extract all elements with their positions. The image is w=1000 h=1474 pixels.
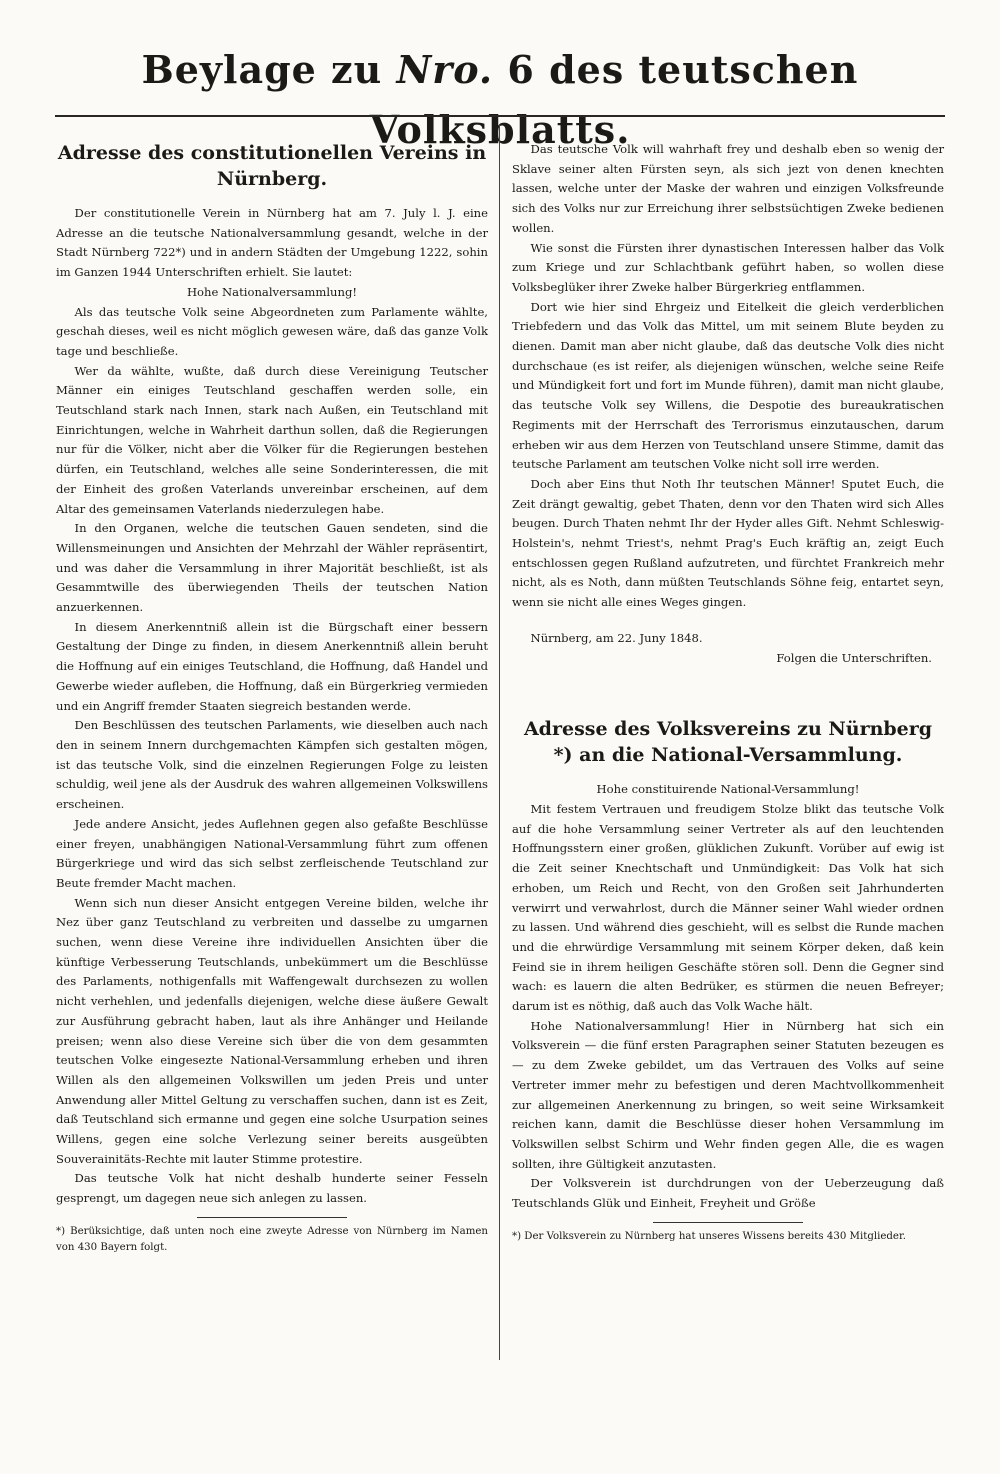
paragraph: Wer da wählte, wußte, daß durch diese Vereinigung Teutscher Männer ein einiges Teutschland geschaffen werden solle, ein Teutschland stark nach Innen, stark nach Außen, ein Teutschland mit Einrichtungen, welche in Wahrheit darthun sollen, daß die Regierungen nur für die Völker, nicht aber die Völker für die Regierungen bestehen dürfen, ein Teutschland, welches alle seine Sonderinteressen, die mit der Einheit des großen Vaterlands unvereinbar erscheinen, auf dem Altar des gemeinsamen Vaterlands niederzulegen habe. [56,363,488,516]
paragraph: Doch aber Eins thut Noth Ihr teutschen Männer! Sputet Euch, die Zeit drängt gewaltig, gebet Thaten, denn vor den Thaten wird sich Alles beugen. Durch Thaten nehmt Ihr der Hyder alles Gift. Nehmt Schleswig-Holstein's, nehmt Triest's, nehmt Prag's Euch kräftig an, zeigt Euch entschlossen gegen Rußland aufzutreten, und fürchtet Frankreich mehr nicht, als es Noth, dann müßten Teutschlands Söhne feig, entartet seyn, wenn sie nicht alle eines Weges gingen. [512,476,944,610]
salutation: Hohe Nationalversammlung! [186,284,358,299]
column-divider [499,125,500,1360]
paragraph: Dort wie hier sind Ehrgeiz und Eitelkeit die gleich verderblichen Triebfedern und das Volk das Mittel, um mit seinem Blute beyden zu dienen. Damit man aber nicht glaube, daß das deutsche Volk dies nicht durchschaue (es ist reifer, als diejenigen wünschen, welche seine Reife und Mündigkeit fort und fort im Munde führen), damit man nicht glaube, das teutsche Volk sey Willens, die Despotie des bureaukratischen Regiments mit der Herrschaft des Terrorismus einzutauschen, darum erheben wir aus dem Herzen von Teutschland unsere Stimme, damit das teutsche Parlament am teutschen Volke nicht soll irre werden. [512,299,944,472]
footnote: *) Berüksichtige, daß unten noch eine zweyte Adresse von Nürnberg im Namen von 430 Bayern folgt. [56,1225,488,1253]
paragraph: Das teutsche Volk hat nicht deshalb hunderte seiner Fesseln gesprengt, um dagegen neue sich anlegen zu lassen. [56,1171,488,1206]
paragraph: Als das teutsche Volk seine Abgeordneten zum Parlamente wählte, geschah dieses, weil es nicht möglich gewesen wäre, daß das ganze Volk tage und beschließe. [56,304,488,358]
masthead-post: des teutschen Volksblatts. [369,47,859,152]
footnote-2: *) Der Volksverein zu Nürnberg hat unseres Wissens bereits 430 Mitglieder. [512,1230,906,1242]
paragraph: In den Organen, welche die teutschen Gauen sendeten, sind die Willensmeinungen und Ansichten der Mehrzahl der Wähler repräsentirt, und was daher die Versammlung in ihrer Majorität beschließt, ist als Gesammtwille des überwiegenden Theils der teutschen Nation anzuerkennen. [56,521,488,615]
signatures-note: Folgen die Unterschriften. [776,650,932,665]
paragraph: Wie sonst die Fürsten ihrer dynastischen Interessen halber das Volk zum Kriege und zur Schlachtbank geführt haben, so wollen diese Volksbeglüker ihrer Zweke halber Bürgerkrieg entflammen. [512,240,944,294]
paragraph: Hohe Nationalversammlung! Hier in Nürnberg hat sich ein Volksverein — die fünf ersten Paragraphen seiner Statuten bezeugen es — zu dem Zweke gebildet, um das Vertrauen des Volks auf seine Vertreter immer mehr zu befestigen und deren Machtvollkommenheit zur allgemeinen Anerkennung zu bringen, so weit seine Wirksamkeit reichen kann, damit die Beschlüsse dieser hohen Versammlung im Volkswillen selbst Schirm und Wehr finden gegen Alle, die es wagen sollten, ihre Gültigkeit anzutasten. [512,1018,944,1171]
paragraph: Das teutsche Volk will wahrhaft frey und deshalb eben so wenig der Sklave seiner alten Fürsten seyn, als sich jezt von denen knechten lassen, welche unter der Maske der wahren und einzigen Volksfreunde sich des Volks nur zur Erreichung ihrer selbstsüchtigen Zweke bedienen wollen. [512,142,944,235]
paragraph: Den Beschlüssen des teutschen Parlaments, wie dieselben auch nach den in seinem Innern durchgemachten Kämpfen sich gestalten mögen, ist das teutsche Volk, sind die einzelnen Regierungen Folge zu leisten schuldig, weil jene als der Ausdruk des wahren allgemeinen Volkswillens erscheinen. [56,718,488,812]
masthead-nro: Nro. [396,47,494,92]
right-column [512,140,944,1245]
paragraph: Wenn sich nun dieser Ansicht entgegen Vereine bilden, welche ihr Nez über ganz Teutschland zu verbreiten und dasselbe zu umgarnen suchen, wenn diese Vereine ihre individuellen Ansichten über die künftige Verbesserung Teutschlands, unbekümmert um die Beschlüsse des Parlaments, nothigenfalls mit Waffengewalt durchsezen zu wollen nicht verhehlen, und jedenfalls diejenigen, welche diese äußere Gewalt zur Ausführung gebracht haben, laut als ihre Anhänger und Heilande preisen; wenn also diese Vereine sich über die von dem gesammten teutschen Volke eingesezte National-Versammlung erheben und ihren Willen als den allgemeinen Volkswillen um jeden Preis und unter Anwendung aller Mittel Geltung zu verschaffen suchen, dann ist es Zeit, daß Teutschland sich ermanne und gegen eine solche Usurpation seines Willens, gegen eine solche Verlezung seiner bereits ausgeübten Souverainitäts-Rechte mit lauter Stimme protestire. [56,895,488,1166]
paragraph: In diesem Anerkenntniß allein ist die Bürgschaft einer bessern Gestaltung der Dinge zu finden, in diesem Anerkenntniß allein beruht die Hoffnung auf ein einiges Teutschland, die Hoffnung, daß Handel und Gewerbe wieder aufleben, die Hoffnung, daß ein Bürgerkrieg vermieden und ein Angriff fremder Staaten siegreich bestanden werde. [56,619,488,713]
dateline: Nürnberg, am 22. Juny 1848. [530,630,703,645]
intro-paragraph: Der constitutionelle Verein in Nürnberg hat am 7. July l. J. eine Adresse an die teutsche Nationalversammlung gesandt, welche in der Stadt Nürnberg 722*) und in andern Städten der Umgebung 1222, sohin im Ganzen 1944 Unterschriften erhielt. Sie lautet: [56,206,488,280]
left-column [56,140,488,1256]
paragraph: Der Volksverein ist durchdrungen von der Ueberzeugung daß Teutschlands Glük und Einheit, Freyheit und Größe [512,1176,944,1211]
issue-number: 6 [507,47,535,92]
article-title-2: Adresse des Volksvereins zu Nürnberg *) an die National-Versammlung. [523,718,933,767]
footnote-rule [197,1217,347,1218]
paragraph: Mit festem Vertrauen und freudigem Stolze blikt das teutsche Volk auf die hohe Versammlung seiner Vertreter als auf den leuchtenden Hoffnungsstern einer großen, glüklichen Zukunft. Vorüber auf ewig ist die Zeit seiner Knechtschaft und Unmündigkeit: Das Volk hat sich erhoben, um Reich und Recht, von den Großen seit Jahrhunderten verwirrt und verwahrlost, durch die Männer seiner Wahl wieder ordnen zu lassen. Und während dies geschieht, will es selbst die Runde machen und die ehrwürdige Versammlung mit seinem Körper deken, daß kein Feind sie in ihrem heiligen Geschäfte stören soll. Denn die Gegner sind wach: es lauern die alten Bedrüker, es stürmen die neuen Befreyer; darum ist es nöthig, daß auch das Volk Wache hält. [512,801,944,1014]
footnote-rule [653,1222,803,1223]
paragraph: Jede andere Ansicht, jedes Auflehnen gegen also gefaßte Beschlüsse einer freyen, unabhängigen National-Versammlung führt zum offenen Bürgerkriege und wird das sich selbst zerfleischende Teutschland zur Beute fremder Macht machen. [56,816,488,890]
article-title: Adresse des constitutionellen Vereins in Nürnberg. [57,142,487,190]
masthead-rule [55,115,945,117]
masthead-pre: Beylage zu [141,47,383,92]
salutation-2: Hohe constituirende National-Versammlung! [596,782,860,797]
